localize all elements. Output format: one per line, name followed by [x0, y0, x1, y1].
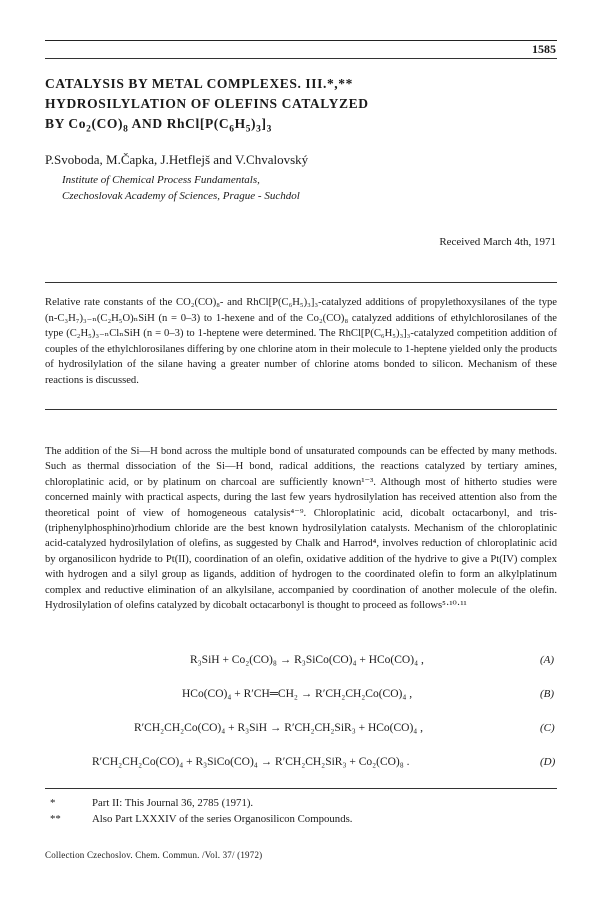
footnote-mark-1: * [50, 797, 56, 809]
body-text: The addition of the Si—H bond across the multiple bond of unsaturated compounds can be effected by many methods. Such as thermal dissociation of the Si—H bond, radical additions, the reactions catalyzed by tertiary amines, chloroplatinic acid, or by platinum on charcoal are sufficiently known¹⁻³. Although most of hitherto studies were concerned mainly with practical aspects, during the last few years hydrosilylation has received attention also from the theoretical point of view of homogeneous catalysis⁴⁻⁹. Chloroplatinic acid, dicobalt octacarbonyl, and tris-(triphenylphosphino)rhodium chloride are the best known hydrosilylation catalysts. Mechanism of the chloroplatinic acid-catalyzed hydrosilylation of olefins, as suggested by Chalk and Harrod⁴, involves reduction of chloroplatinic acid by organosilicon hydride to Pt(II), coordination of an olefin, oxidative addition of the hydrive to give a Pt(IV) complex with hydrogen and a silyl group as ligands, addition of hydrogen to the coordinated olefin to form an alkylplatinum complex and reductive elimination of an alkylsilane, accompanied by coordination of another molecule of the olefin. Hydrosilylation of olefins catalyzed by dicobalt octacarbonyl is thought to proceed as follows⁵·¹⁰·¹¹ [45, 446, 557, 612]
article-title [45, 74, 565, 134]
abstract: Relative rate constants of the CO₂(CO)₈- and RhCl[P(C₆H₅)₃]₃-catalyzed additions of propylethoxysilanes of the type (n-C₃H₇)₃₋ₙ(C₂H₅O)ₙSiH (n = 0–3) to 1-hexene and of the Co₂(CO)₈ catalyzed additions of ethylchlorosilanes of the type (C₂H₅)₃₋ₙClₙSiH (n = 0–3) to 1-heptene were determined. The RhCl[P(C₆H₅)₃]₃-catalyzed competition addition of couples of the ethylchlorosilanes differing by one chlorine atom in their molecule to 1-heptene yielded only the products of hydrosilylation of the silane having a greater number of chlorine atoms bonded to silicon. Mechanism of these reactions is discussed. [45, 297, 557, 386]
abstract-rule-bottom [45, 409, 557, 410]
header-rule-lower [45, 58, 557, 59]
footnote-rule [45, 788, 557, 789]
title-line-2: HYDROSILYLATION OF OLEFINS CATALYZED [45, 96, 369, 111]
affiliation-line-2: Czechoslovak Academy of Sciences, Prague - Suchdol [62, 190, 300, 202]
equation-label-c: (C) [540, 722, 555, 734]
affiliation [62, 172, 300, 204]
equation-label-b: (B) [540, 688, 555, 700]
affiliation-line-1: Institute of Chemical Process Fundamentals, [62, 174, 260, 186]
title-line-1: CATALYSIS BY METAL COMPLEXES. III.*,** [45, 76, 353, 91]
footnote-mark-2: ** [50, 813, 61, 825]
equation-c: R′CH₂CH₂Co(CO)₄ + R₃SiH → R′CH₂CH₂SiR₃ + HCo(CO)₄ , [134, 722, 424, 734]
title-line-3: BY $Co_2(CO)_8$ AND $RhCl[P(C_6H_5)_3]_3$ [45, 116, 272, 135]
abstract-rule-top [45, 282, 557, 283]
equation-a: R₃SiH + Co₂(CO)₈ → R₃SiCo(CO)₄ + HCo(CO)₄ , [190, 654, 424, 666]
equation-d: R′CH₂CH₂Co(CO)₄ + R₃SiCo(CO)₄ → R′CH₂CH₂SiR₃ + Co₂(CO)₈ . [92, 756, 410, 768]
footnote-2: Also Part LXXXIV of the series Organosilicon Compounds. [92, 813, 353, 825]
equation-label-d: (D) [540, 756, 556, 768]
received-date: Received March 4th, 1971 [439, 236, 556, 248]
equation-label-a: (A) [540, 654, 555, 666]
equation-b: HCo(CO)₄ + R′CH═CH₂ → R′CH₂CH₂Co(CO)₄ , [182, 688, 413, 700]
journal-footer: Collection Czechoslov. Chem. Commun. /Vol. 37/ (1972) [45, 850, 263, 860]
authors: P.Svoboda, M.Čapka, J.Hetflejš and V.Chvalovský [45, 152, 309, 167]
page-number: 1585 [532, 42, 556, 56]
footnote-1: Part II: This Journal 36, 2785 (1971). [92, 797, 254, 809]
header-rule [45, 40, 557, 41]
